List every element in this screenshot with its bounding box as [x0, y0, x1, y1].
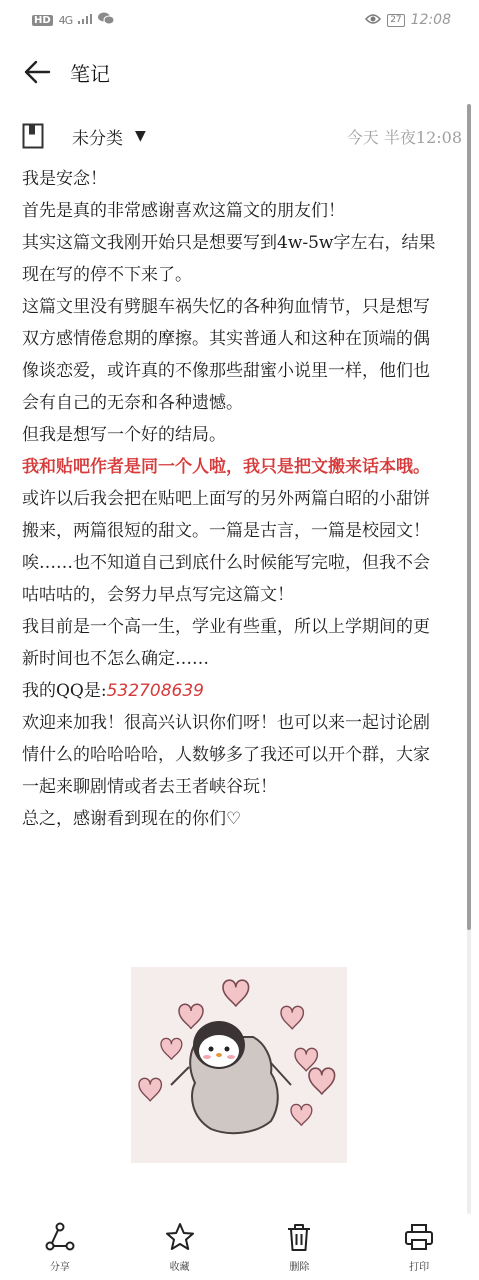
wechat-icon — [98, 12, 114, 28]
notebook-icon — [22, 123, 44, 149]
back-button[interactable] — [20, 55, 54, 89]
chevron-down-icon[interactable]: ▼ — [135, 128, 146, 144]
note-datetime: 今天 半夜12:08 — [346, 127, 462, 147]
note-meta-row — [22, 118, 462, 154]
favorite-button[interactable] — [135, 1210, 225, 1273]
trash-icon — [284, 1222, 314, 1252]
share-icon — [45, 1222, 75, 1252]
network-label: 4G — [58, 13, 73, 27]
status-left — [32, 12, 114, 28]
penguin-sticker-image — [131, 967, 347, 1163]
paragraph: 欢迎来加我！很高兴认识你们呀！也可以来一起讨论剧情什么的哈哈哈哈，人数够多了我还可以开个群，大家一起来聊剧情或者去王者峡谷玩！ — [22, 713, 430, 797]
hd-icon: HD — [34, 14, 51, 26]
favorite-label: 收藏 — [169, 1262, 190, 1273]
arrow-left-icon — [23, 60, 51, 84]
battery-icon: 27 — [387, 14, 404, 27]
paragraph: 总之，感谢看到现在的你们♡ — [22, 809, 242, 829]
star-icon — [165, 1222, 195, 1252]
signal-icon — [78, 13, 92, 27]
print-label: 打印 — [409, 1262, 430, 1273]
paragraph: 但我是想写一个好的结局。 — [22, 425, 226, 445]
paragraph: 我是安念！ — [22, 169, 107, 189]
status-right — [365, 12, 451, 28]
paragraph: 或许以后我会把在贴吧上面写的另外两篇白昭的小甜饼搬来，两篇很短的甜文。一篇是古言，一篇是校园文！ — [22, 489, 430, 541]
app-header — [0, 50, 479, 94]
delete-button[interactable] — [254, 1210, 344, 1273]
highlighted-paragraph: 我和贴吧作者是同一个人啦，我只是把文搬来话本哦。 — [22, 457, 430, 477]
delete-label: 删除 — [289, 1262, 310, 1273]
eye-icon — [365, 13, 381, 28]
paragraph: 其实这篇文我刚开始只是想要写到4w-5w字左右，结果现在写的停不下来了。 — [22, 233, 436, 285]
status-time: 12:08 — [410, 12, 451, 28]
printer-icon — [404, 1222, 434, 1252]
paragraph: 首先是真的非常感谢喜欢这篇文的朋友们！ — [22, 201, 345, 221]
paragraph: 唉……也不知道自己到底什么时候能写完啦，但我不会咕咕咕的，会努力早点写完这篇文！ — [22, 553, 430, 605]
paragraph: 这篇文里没有劈腿车祸失忆的各种狗血情节，只是想写双方感情倦怠期的摩擦。其实普通人和这种在顶端的偶像谈恋爱，或许真的不像那些甜蜜小说里一样，他们也会有自己的无奈和各种遗憾。 — [22, 297, 430, 413]
qq-label: 我的QQ是: — [22, 681, 107, 701]
print-button[interactable] — [374, 1210, 464, 1273]
category-selector[interactable]: 未分类 — [72, 128, 123, 149]
share-label: 分享 — [49, 1262, 70, 1273]
page-title: 笔记 — [70, 61, 110, 86]
scrollbar[interactable] — [467, 104, 471, 1214]
paragraph: 我目前是一个高一生，学业有些重，所以上学期间的更新时间也不怎么确定…… — [22, 617, 430, 669]
bottom-toolbar — [0, 1210, 479, 1280]
qq-number[interactable]: 532708639 — [106, 681, 204, 701]
note-body[interactable] — [22, 163, 446, 835]
scrollbar-thumb[interactable] — [467, 104, 471, 930]
status-bar — [0, 0, 479, 40]
qq-paragraph — [22, 675, 446, 707]
share-button[interactable] — [15, 1210, 105, 1273]
